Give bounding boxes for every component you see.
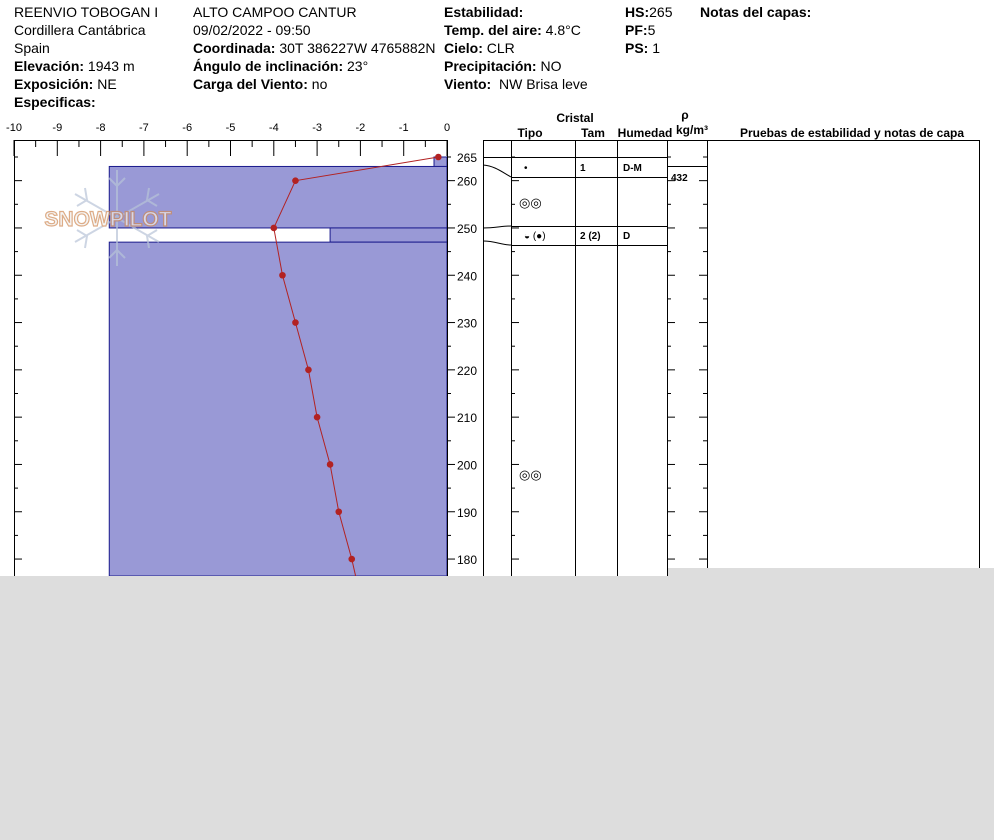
x-tick-label: -10 [6,122,22,134]
temperature-point [271,225,278,232]
y-tick-label: 220 [456,363,478,378]
temperature-point [348,556,355,563]
x-tick-label: 0 [443,122,451,134]
layer-moisture: D [623,231,631,242]
table-depth-ticks [511,157,707,559]
grain-symbol: ◎◎ [519,467,542,482]
coord-value: 30T 386227W 4765882N [279,40,436,56]
air-temp-value: 4.8°C [545,22,581,38]
x-tick-label: -5 [225,122,236,134]
x-tick-label: -2 [355,122,366,134]
ps-label: PS: [625,40,649,56]
y-tick-label: 180 [456,553,478,568]
layer-moisture: D-M [623,163,642,174]
unrendered-area-notch [668,568,994,578]
snowpilot-wordmark: SNOWPILOT [44,208,172,231]
y-tick-label: 210 [456,411,478,426]
temperature-point [292,177,299,184]
depth-axis-right [447,151,477,567]
aspect-label: Exposición: [14,76,94,92]
slope-value: 23° [347,58,369,74]
y-tick-label: 200 [456,458,478,473]
country-name: Spain [14,40,50,56]
specifics-label: Especificas: [14,94,96,110]
density-unit-header: kg/m³ [675,123,709,137]
hs-label: HS: [625,4,650,20]
x-tick-label: -4 [268,122,279,134]
temperature-point [305,367,312,374]
sky-label: Cielo: [444,40,483,56]
observation-datetime: 09/02/2022 - 09:50 [193,22,311,38]
depth-axis-left [14,157,22,559]
air-temp-label: Temp. del aire: [444,22,542,38]
stability-notes-header: Pruebas de estabilidad y notas de capa [739,126,965,140]
wind-value: NW Brisa leve [498,76,588,92]
temperature-point [314,414,321,421]
x-tick-label: -6 [182,122,193,134]
rho-header: ρ [681,108,689,122]
precip-label: Precipitación: [444,58,537,74]
range-name: Cordillera Cantábrica [14,22,146,38]
coord-label: Coordinada: [193,40,276,56]
site-name: REENVIO TOBOGAN I [14,4,159,20]
y-tick-label: 190 [456,505,478,520]
y-tick-label: 240 [456,269,478,284]
temperature-point [279,272,286,279]
y-tick-label: 250 [456,221,478,236]
sky-value: CLR [486,40,515,56]
layer-rows [519,163,688,482]
elevation-value: 1943 m [87,58,135,74]
x-tick-label: -1 [398,122,409,134]
x-tick-label: -7 [139,122,149,134]
y-tick-label: 230 [456,316,478,331]
table-grid [483,140,980,576]
pf-label: PF: [625,22,648,38]
temperature-point [292,319,299,326]
x-tick-label: -8 [95,122,106,134]
temperature-point [327,461,334,468]
moisture-header: Humedad [617,126,673,140]
x-tick-label: -9 [52,122,63,134]
wind-load-value: no [311,76,328,92]
elevation-label: Elevación: [14,58,85,74]
x-tick-label: -3 [312,122,322,134]
temperature-point [435,154,442,161]
stability-label: Estabilidad: [444,4,524,20]
pf-value: 5 [647,22,656,38]
precip-value: NO [540,58,562,74]
temperature-axis [6,122,450,156]
ps-value: 1 [652,40,661,56]
layer-density: 432 [671,173,688,184]
location-name: ALTO CAMPOO CANTUR [193,4,357,20]
hardness-bar-3 [109,242,447,576]
wind-label: Viento: [444,76,492,92]
layer-grain-size: 1 [580,163,586,174]
hs-value: 265 [649,4,673,20]
notes-label: Notas del capas: [700,4,812,20]
wind-load-label: Carga del Viento: [193,76,308,92]
crystal-header: Cristal [556,111,594,125]
size-header: Tam [581,126,605,140]
slope-label: Ángulo de inclinación: [193,58,344,74]
y-tick-label: 260 [456,174,478,189]
layer-grain-type: • [524,163,528,174]
grain-symbol: ◎◎ [519,195,542,210]
layer-grain-type: ◒ (●) [524,231,546,242]
y-tick-label: 265 [456,151,478,165]
layer-grain-size: 2 (2) [580,231,601,242]
hardness-bar-2 [330,228,447,242]
unrendered-area [0,576,994,840]
type-header: Tipo [517,126,543,140]
layer-table [483,108,980,576]
aspect-value: NE [97,76,117,92]
temperature-point [335,508,342,515]
